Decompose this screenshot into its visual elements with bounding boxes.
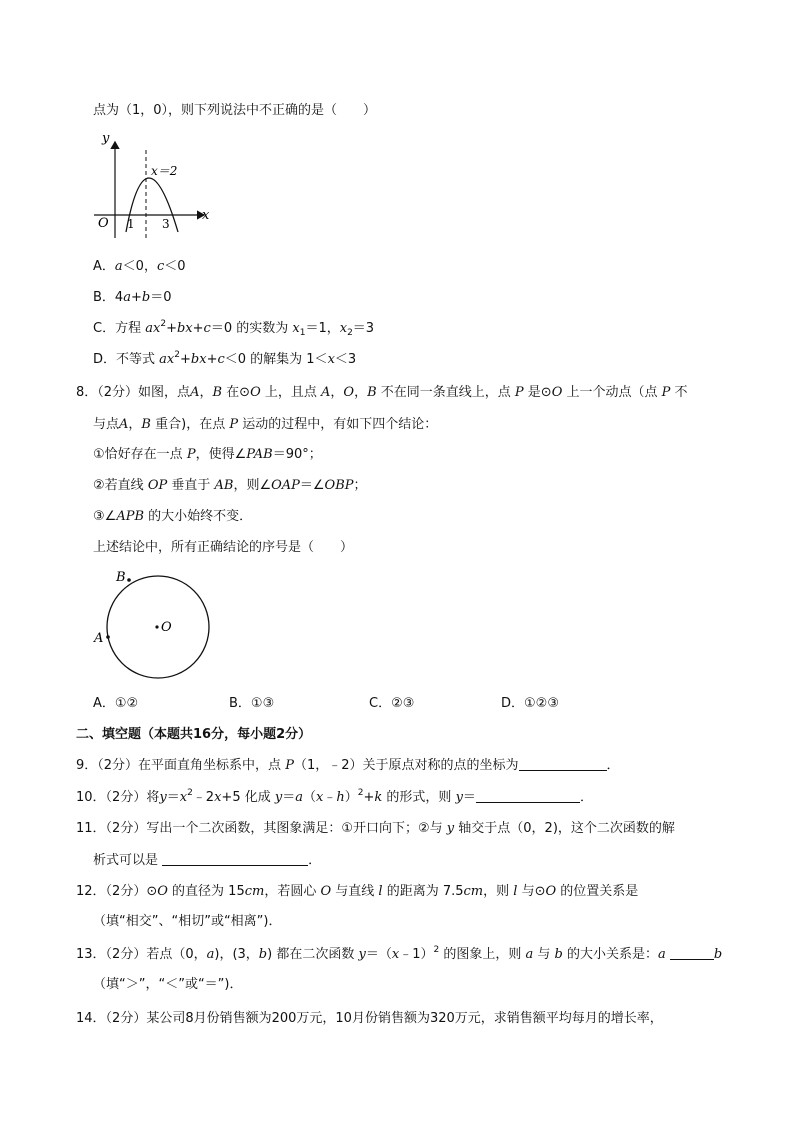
q8-option-b[interactable]: B．①③ <box>229 696 275 711</box>
q11-text: 写出一个二次函数，其图象满足：①开口向下；②与 <box>146 821 443 836</box>
q11-number: 11．（2分） <box>76 821 147 836</box>
q9-number: 9．（2分） <box>76 758 139 773</box>
q10-answer-blank[interactable] <box>476 789 580 803</box>
q8-conclusion-1-mark: ① <box>93 447 105 462</box>
q12-line1: 12．（2分）⊙O 的直径为 15cm，若圆心 O 与直线 l 的距离为 7.5cm，则 l 与⊙O 的位置关系是 <box>76 884 639 899</box>
q14-line1 <box>76 1010 663 1028</box>
q7-option-a[interactable]: A．a＜0，c＜0 <box>93 259 186 274</box>
q7-option-d-text: 不等式 <box>116 352 156 367</box>
q7-parabola-graph <box>88 126 220 242</box>
q8-label-b: B <box>116 570 126 585</box>
q8-label-o: O <box>161 620 172 635</box>
q8-conclusion-3: ③∠APB 的大小始终不变． <box>93 509 253 524</box>
q13-line1: 13．（2分）若点（0，a)，(3，b) 都在二次函数 y＝（x﹣1）$^2$ 的图象上，则 a 与 b 的大小关系是：a b <box>76 945 723 962</box>
q8-stem-intro: 如图，点 <box>138 385 191 400</box>
q7-option-a-label: A． <box>93 259 115 274</box>
q8-option-a[interactable]: A．①② <box>93 696 139 711</box>
q8-option-c[interactable]: C．②③ <box>369 696 415 711</box>
q10-number: 10．（2分） <box>76 790 147 805</box>
q8-conclusion-2-text: 若直线 <box>104 478 144 493</box>
q8-conclusion-3-text: 的大小始终不变． <box>148 509 253 524</box>
q8-circle-figure <box>88 566 218 682</box>
q8-ask: 上述结论中，所有正确结论的序号是（ ） <box>93 540 354 555</box>
q7-option-c[interactable]: C．方程 $ax^2+bx+c=0$ 的实数为 $x_1=1$，$x_2=3$ <box>93 319 375 338</box>
q7-x-label: x <box>202 208 210 223</box>
q8-conclusion-3-mark: ③ <box>93 509 105 524</box>
q13-answer-blank[interactable] <box>670 946 714 960</box>
q9-text: 在平面直角坐标系中，点 <box>138 758 282 773</box>
q7-option-b[interactable]: B．4a+b＝0 <box>93 290 172 305</box>
q7-stem: 点为（1，0），则下列说法中不正确的是（ ） <box>93 103 377 118</box>
q8-conclusion-1-text: 恰好存在一点 <box>104 447 183 462</box>
q11-line2-text: 析式可以是 <box>93 853 159 868</box>
q13-number: 13．（2分） <box>76 947 147 962</box>
q7-origin-label: O <box>98 216 109 231</box>
q8-conclusion-1: ①恰好存在一点 P，使得∠PAB＝90°； <box>93 447 322 462</box>
q7-option-c-text: 方程 <box>115 321 142 336</box>
q11-answer-blank[interactable] <box>162 852 308 866</box>
q7-option-d[interactable]: D．不等式 $ax^2+bx+c<0$ 的解集为 1＜x＜3 <box>93 350 357 367</box>
q12-line2: （填“相交”、“相切”或“相离”)． <box>93 914 282 929</box>
q8-number: 8．（2分） <box>76 385 139 400</box>
q7-option-c-label: C． <box>93 321 116 336</box>
q8-stem-line2: 与点A，B 重合)，在点 P 运动的过程中，有如下四个结论： <box>93 417 438 432</box>
q8-option-d[interactable]: D．①②③ <box>501 696 559 711</box>
q8-center-dot <box>155 625 158 628</box>
q10-text: 将 <box>146 790 160 805</box>
q12-number: 12．（2分） <box>76 884 147 899</box>
q8-point-a-dot <box>106 635 110 639</box>
q8-point-b-dot <box>127 578 131 582</box>
q7-tick-3: 3 <box>162 217 170 231</box>
q9-answer-blank[interactable] <box>519 757 607 771</box>
q7-y-label: y <box>102 131 110 146</box>
q14-number: 14．（2分） <box>76 1011 147 1026</box>
q7-tick-1: 1 <box>127 217 135 231</box>
q7-option-d-label: D． <box>93 352 117 367</box>
q8-conclusion-2-mark: ② <box>93 478 105 493</box>
q11-line1: 11．（2分）写出一个二次函数，其图象满足：①开口向下；②与 y 轴交于点（0，2)，这个二次函数的解 <box>76 821 675 836</box>
q8-conclusion-2: ②若直线 OP 垂直于 AB，则∠OAP＝∠OBP； <box>93 478 367 493</box>
q10-line: 10．（2分）将$y=x^2﹣2x+5$ 化成 y＝a（x﹣h）$^2$+k 的形式，则 y＝ ． <box>76 788 593 805</box>
q8-stem-line2-start: 与点 <box>93 417 120 432</box>
q9-line: 9．（2分）在平面直角坐标系中，点 P（1，﹣2）关于原点对称的点的坐标为 ． <box>76 758 620 773</box>
q13-line2: （填“＞”，“＜”或“＝”)． <box>93 977 243 992</box>
q14-text: 某公司8月份销售额为200万元，10月份销售额为320万元，求销售额平均每月的增长率， <box>146 1011 663 1026</box>
q8-label-a: A <box>94 631 104 646</box>
section2-heading: 二、填空题（本题共16分，每小题2分） <box>76 727 312 742</box>
q7-option-b-label: B． <box>93 290 115 305</box>
q8-stem-line1: 8．（2分）如图，点A，B 在⊙O 上，且点 A，O，B 不在同一条直线上，点 P 是⊙O 上一个动点（点 P 不 <box>76 385 688 400</box>
q7-symmetry-label: x＝2 <box>151 164 178 178</box>
q11-line2: 析式可以是 ． <box>93 853 322 868</box>
